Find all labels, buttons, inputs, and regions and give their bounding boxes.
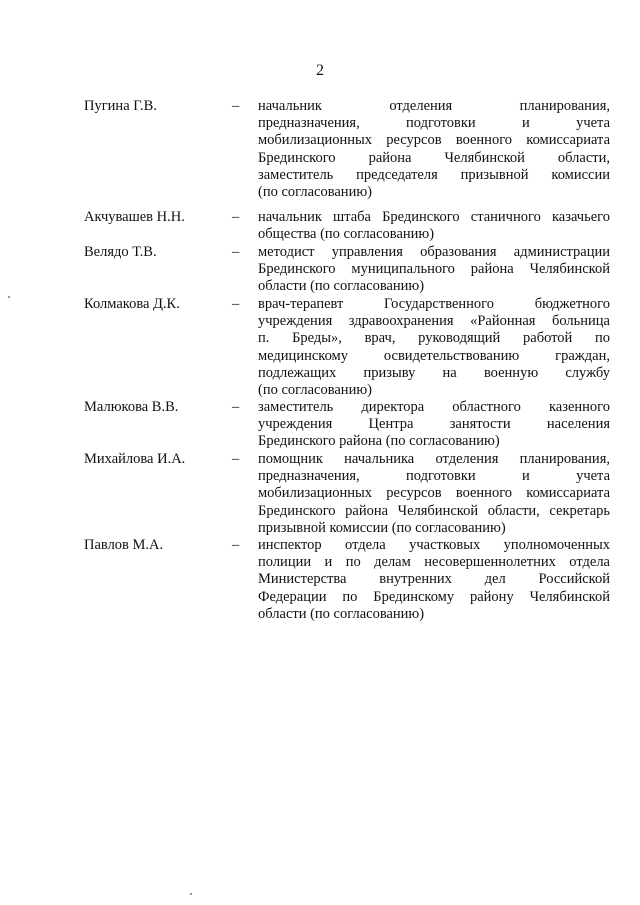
member-name: Колмакова Д.К. [84, 296, 180, 312]
role-line: (по согласованию) [258, 184, 372, 201]
role-line: полиции и по делам несовершеннолетних отдела [258, 554, 610, 571]
role-line: подлежащих призыву на военную службу [258, 364, 610, 381]
member-role [258, 98, 610, 201]
scan-speck [190, 893, 192, 895]
member-role [258, 209, 610, 243]
role-line: общества (по согласованию) [258, 226, 435, 243]
role-line: (по согласованию) [258, 382, 372, 399]
member-name: Малюкова В.В. [84, 399, 179, 415]
member-role [258, 244, 610, 296]
role-line: области (по согласованию) [258, 605, 425, 622]
role-line: Брединского района Челябинской области, секретарь [258, 502, 610, 519]
role-line: врач-терапевт Государственного бюджетного [258, 296, 610, 312]
role-line: предназначения, подготовки и учета [258, 115, 610, 132]
dash-separator: – [232, 98, 240, 114]
role-line: мобилизационных ресурсов военного комиссариата [258, 485, 610, 502]
member-name: Акчувашев Н.Н. [84, 209, 185, 225]
role-line: призывной комиссии (по согласованию) [258, 519, 506, 536]
member-name: Пугина Г.В. [84, 98, 157, 114]
dash-separator: – [232, 244, 240, 260]
member-role [258, 451, 610, 537]
role-line: методист управления образования администрации [258, 244, 610, 260]
member-role [258, 296, 610, 399]
member-role [258, 537, 610, 623]
dash-separator: – [232, 537, 240, 553]
role-line: заместитель председателя призывной комиссии [258, 166, 610, 183]
role-line: Брединского муниципального района Челябинской [258, 261, 610, 278]
role-line: заместитель директора областного казенного [258, 399, 610, 415]
member-name: Михайлова И.А. [84, 451, 186, 467]
scan-speck [8, 296, 10, 298]
dash-separator: – [232, 399, 240, 415]
role-line: инспектор отдела участковых уполномоченных [258, 537, 610, 553]
role-line: п. Бреды», врач, руководящий работой по [258, 330, 610, 347]
role-line: начальник отделения планирования, [258, 98, 610, 114]
role-line: учреждения Центра занятости населения [258, 416, 610, 433]
page-number: 2 [316, 62, 324, 79]
role-line: области (по согласованию) [258, 278, 425, 295]
dash-separator: – [232, 209, 240, 225]
member-name: Велядо Т.В. [84, 244, 157, 260]
role-line: помощник начальника отделения планирования, [258, 451, 610, 467]
role-line: Федерации по Брединскому району Челябинской [258, 588, 610, 605]
member-name: Павлов М.А. [84, 537, 164, 553]
role-line: начальник штаба Брединского станичного казачьего [258, 209, 610, 225]
role-line: Брединского района Челябинской области, [258, 149, 610, 166]
dash-separator: – [232, 296, 240, 312]
role-line: мобилизационных ресурсов военного комиссариата [258, 132, 610, 149]
dash-separator: – [232, 451, 240, 467]
member-role [258, 399, 610, 451]
role-line: учреждения здравоохранения «Районная больница [258, 313, 610, 330]
role-line: предназначения, подготовки и учета [258, 468, 610, 485]
role-line: Министерства внутренних дел Российской [258, 571, 610, 588]
role-line: медицинскому освидетельствованию граждан, [258, 347, 610, 364]
role-line: Брединского района (по согласованию) [258, 433, 500, 450]
